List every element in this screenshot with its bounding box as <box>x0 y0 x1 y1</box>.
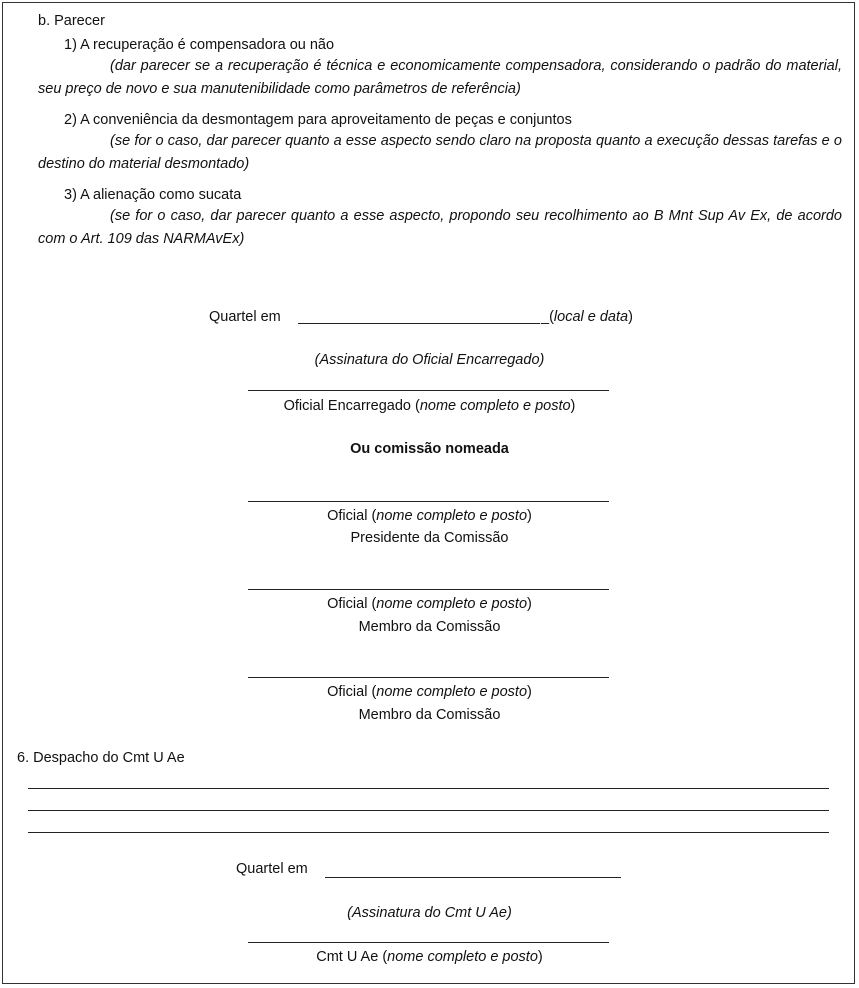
despacho-line-1[interactable] <box>28 788 829 789</box>
despacho-line-2[interactable] <box>28 810 829 811</box>
member-2-signature-line[interactable] <box>248 677 609 678</box>
local-date-open: ( <box>549 309 554 325</box>
local-date-field-line[interactable] <box>298 323 540 324</box>
item-1-note <box>38 55 842 101</box>
cmt-label-text: Cmt U Ae ( <box>316 949 388 965</box>
item-3-note-text: (se for o caso, dar parecer quanto a esse aspecto, propondo seu recolhimento ao B Mnt Sup Av Ex, de acordo com o Art. 109 das NARMAvEx) <box>38 208 842 247</box>
president-label-text: Oficial ( <box>327 508 377 524</box>
member-1-name-label <box>0 595 859 613</box>
member-1-label-text: Oficial ( <box>327 596 377 612</box>
local-date-hint <box>541 308 633 326</box>
member-1-signature-line[interactable] <box>248 589 609 590</box>
item-2-title: 2) A conveniência da desmontagem para aproveitamento de peças e conjuntos <box>64 112 572 128</box>
cmt-close: ) <box>537 949 543 965</box>
member-2-name-label <box>0 683 859 701</box>
item-1-title: 1) A recuperação é compensadora ou não <box>64 37 335 53</box>
quartel-label-2: Quartel em <box>236 861 308 877</box>
cmt-signature-caption: (Assinatura do Cmt U Ae) <box>347 905 512 921</box>
president-role: Presidente da Comissão <box>350 530 509 546</box>
member-1-role: Membro da Comissão <box>358 619 501 635</box>
member-2-role: Membro da Comissão <box>358 707 501 723</box>
president-signature-line[interactable] <box>248 501 609 502</box>
item-2-note <box>38 130 842 176</box>
member-1-close: ) <box>527 596 532 612</box>
local-date-close: ) <box>628 309 633 325</box>
local-date-text: local e data <box>553 309 629 325</box>
officer-signature-line[interactable] <box>248 390 609 391</box>
item-1-note-text: (dar parecer se a recuperação é técnica e economicamente compensadora, considerando o padrão do material, seu preço de novo e sua manutenibilidade como parâmetros de referência) <box>38 58 842 97</box>
cmt-name-label <box>0 948 859 966</box>
quartel-field-line-2[interactable] <box>325 877 621 878</box>
officer-close: ) <box>570 398 576 414</box>
item-3-note <box>38 205 842 251</box>
section-b-heading: b. Parecer <box>38 13 105 29</box>
item-2-note-text: (se for o caso, dar parecer quanto a esse aspecto sendo claro na proposta quanto a execução dessas tarefas e o destino do material desmontado) <box>38 133 842 172</box>
president-hint: nome completo e posto <box>376 508 528 524</box>
section-6-heading: 6. Despacho do Cmt U Ae <box>17 750 185 766</box>
officer-signature-caption: (Assinatura do Oficial Encarregado) <box>314 352 545 368</box>
member-2-hint: nome completo e posto <box>376 684 528 700</box>
local-date-blank-tail: _ <box>541 309 550 325</box>
quartel-label: Quartel em <box>209 309 281 325</box>
member-2-label-text: Oficial ( <box>327 684 377 700</box>
member-2-close: ) <box>527 684 532 700</box>
despacho-line-3[interactable] <box>28 832 829 833</box>
officer-hint: nome completo e posto <box>419 398 571 414</box>
officer-label-text: Oficial Encarregado ( <box>283 398 420 414</box>
member-1-hint: nome completo e posto <box>376 596 528 612</box>
cmt-hint: nome completo e posto <box>387 949 538 965</box>
item-3-title: 3) A alienação como sucata <box>64 187 242 203</box>
president-close: ) <box>527 508 532 524</box>
president-name-label <box>0 507 859 525</box>
cmt-signature-line[interactable] <box>248 942 609 943</box>
committee-heading: Ou comissão nomeada <box>350 441 509 457</box>
officer-name-label <box>0 397 859 415</box>
